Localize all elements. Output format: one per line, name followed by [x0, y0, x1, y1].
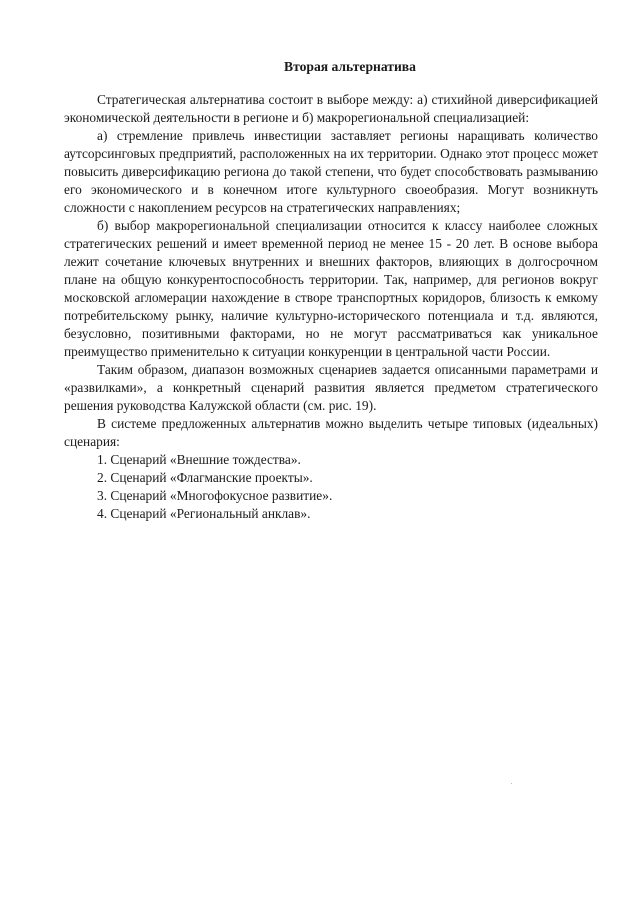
list-item: 4. Сценарий «Региональный анклав». [97, 506, 311, 521]
paragraph-option-b: б) выбор макрорегиональной специализации относится к классу наиболее сложных стратегических решений и имеет временной период не менее 15 - 20 лет. В основе выбора лежит сочетание ключевых внутренних и внешних факторов, влияющих в долгосрочном плане на общую конкурентоспособность территории. Так, например, для регионов вокруг московской агломерации нахождение в створе транспортных коридоров, близость к емкому потребительскому рынку, наличие культурно-исторического потенциала и т.д. являются, безусловно, позитивными факторами, но не могут рассматриваться как уникальное преимущество применительно к ситуации конкуренции в центральной части России. [64, 218, 598, 359]
section-title: Вторая альтернатива [284, 59, 416, 74]
scenario-list [64, 451, 598, 523]
list-item: 2. Сценарий «Флагманские проекты». [97, 470, 313, 485]
paragraph-alternative-intro: Стратегическая альтернатива состоит в выборе между: а) стихийной диверсификацией экономической деятельности в регионе и б) макрорегиональной специализацией: [64, 92, 598, 125]
paragraph-scenarios-range: Таким образом, диапазон возможных сценариев задается описанными параметрами и «развилками», а конкретный сценарий развития является предметом стратегического решения руководства Калужской области (см. рис. 19). [64, 362, 598, 413]
paragraph-scenarios-intro: В системе предложенных альтернатив можно выделить четыре типовых (идеальных) сценария: [64, 416, 598, 449]
paragraph-option-a: а) стремление привлечь инвестиции заставляет регионы наращивать количество аутсорсинговых предприятий, расположенных на их территории. Однако этот процесс может повысить диверсификацию региона до такой степени, что будет способствовать размыванию его экономического и в конечном итоге культурного своеобразия. Могут возникнуть сложности с накоплением ресурсов на стратегических направлениях; [64, 128, 598, 215]
document-body [64, 58, 598, 523]
list-item: 1. Сценарий «Внешние тождества». [97, 452, 301, 467]
list-item: 3. Сценарий «Многофокусное развитие». [97, 488, 333, 503]
scan-speck [511, 783, 512, 784]
